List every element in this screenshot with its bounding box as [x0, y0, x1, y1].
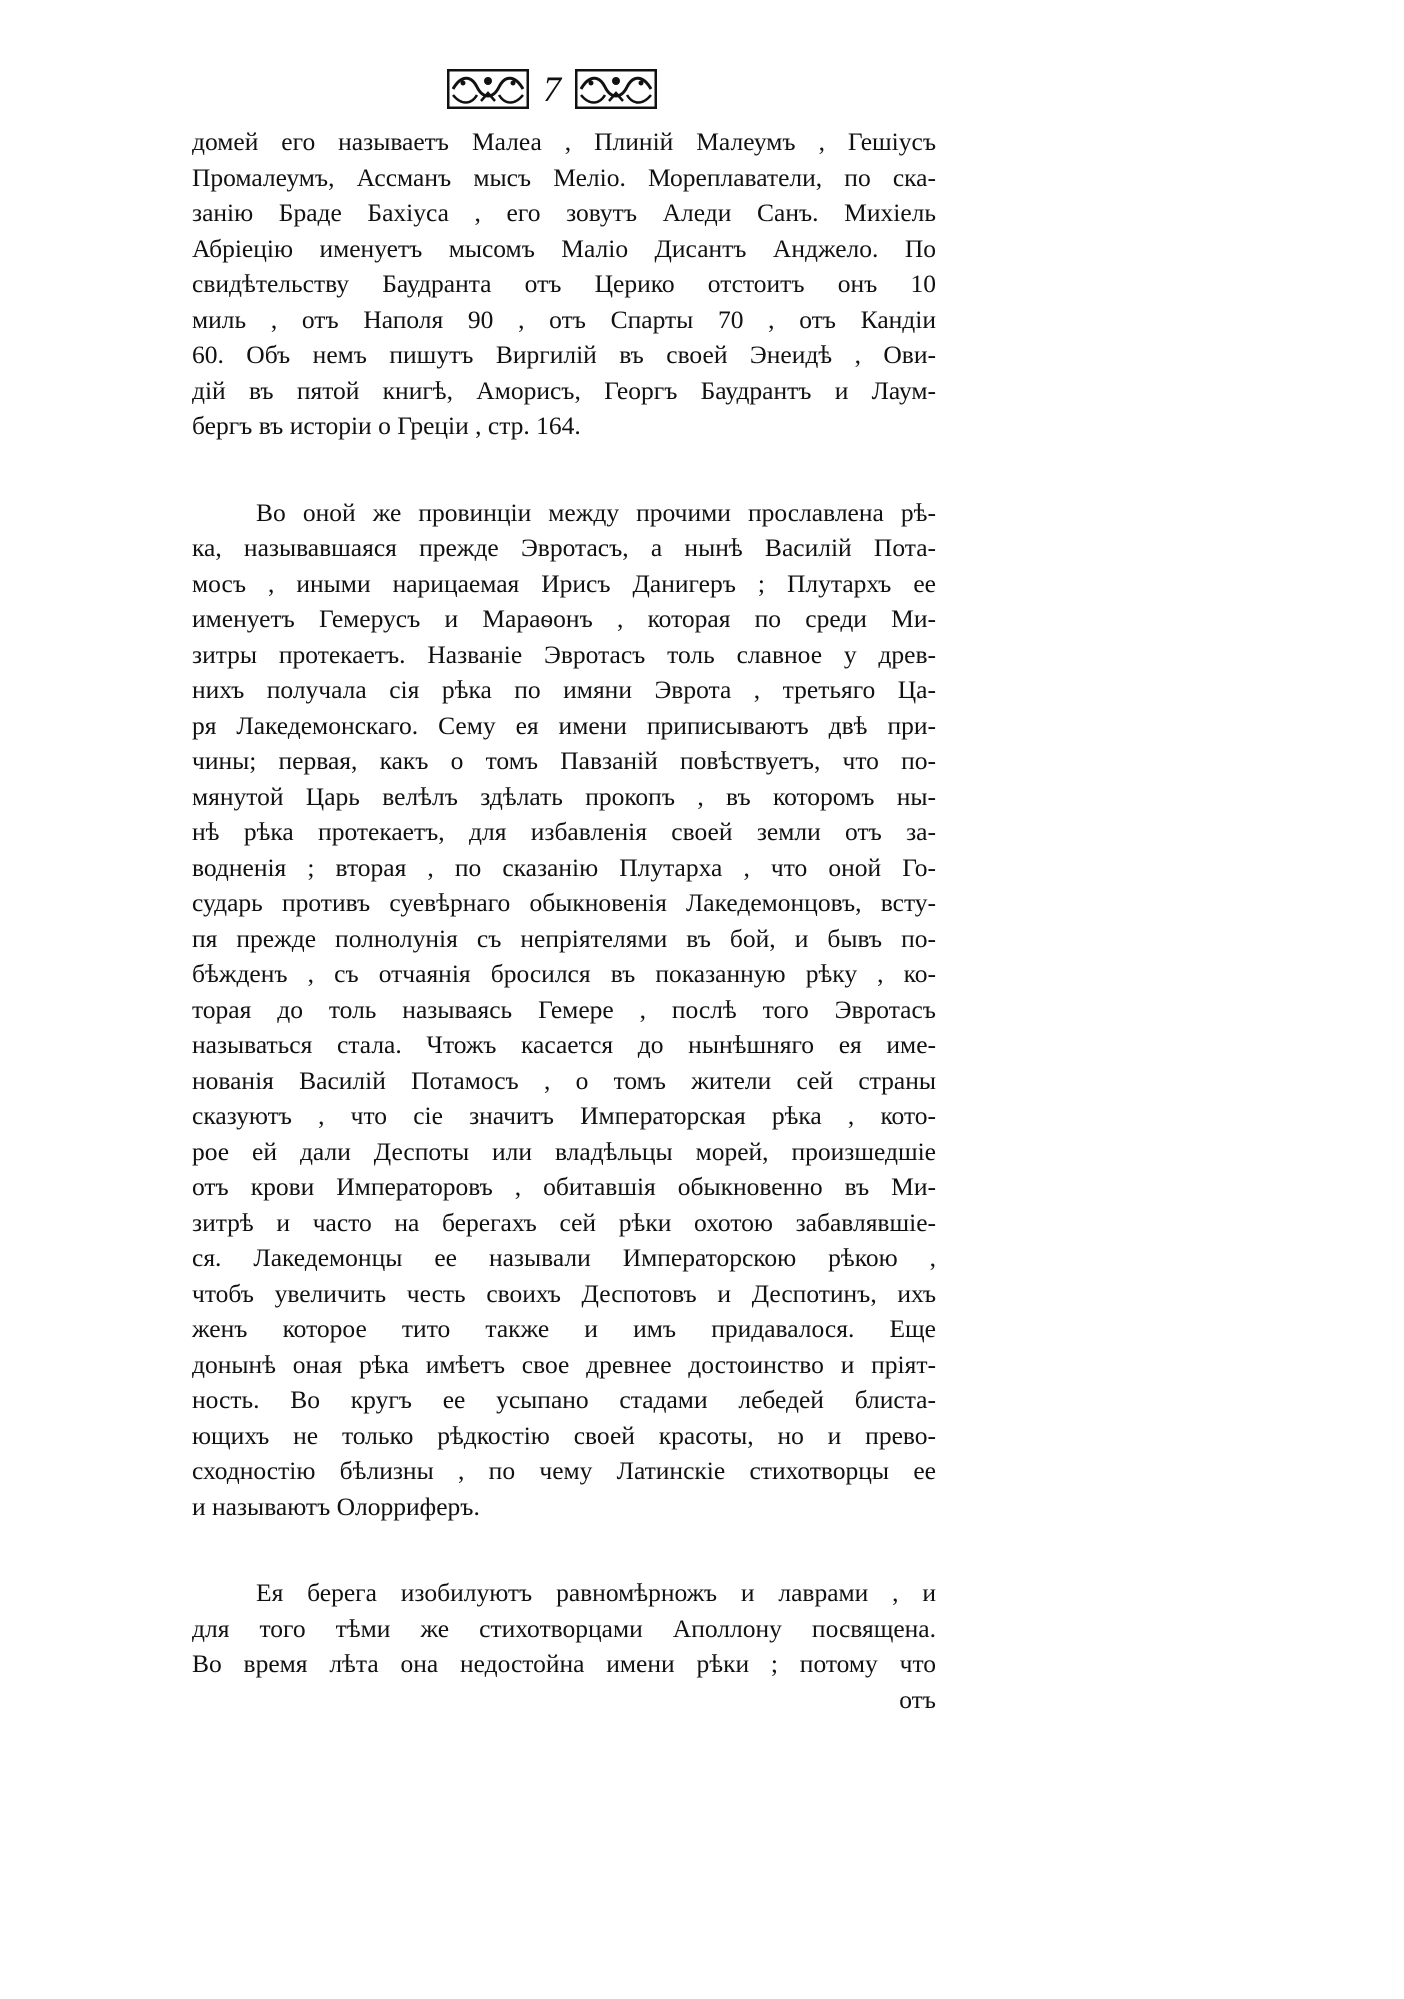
text-line: Промалеумъ, Ассманъ мысъ Меліо. Мореплаватели, по ска-: [192, 162, 936, 192]
paragraph-3: [192, 1575, 936, 1682]
text-line: сходностію бѣлизны , по чему Латинскіе стихотворцы ее: [192, 1456, 936, 1485]
right-ornament-icon: [575, 69, 657, 109]
text-line: именуетъ Гемерусъ и Мараѳонъ , которая по среди Ми-: [192, 604, 936, 633]
text-line: сударь противъ суевѣрнаго обыкновенія Лакедемонцовъ, всту-: [192, 888, 936, 917]
paragraph-gap: [192, 444, 936, 495]
text-line: дій въ пятой книгѣ, Аморисъ, Георгъ Баудрантъ и Лаум-: [192, 375, 936, 405]
text-line: и называютъ Олорриферъ.: [192, 1491, 480, 1521]
page-header: [0, 64, 1104, 114]
text-line: ся. Лакедемонцы ее называли Императорскою рѣкою ,: [192, 1243, 936, 1272]
text-line: пя прежде полнолунія съ непріятелями въ бой, и бывъ по-: [192, 923, 936, 953]
paragraph-1: [192, 124, 936, 444]
text-line: чины; первая, какъ о томъ Павзаній повѣствуетъ, что по-: [192, 746, 936, 775]
text-line: водненія ; вторая , по сказанію Плутарха , что оной Го-: [192, 852, 936, 882]
text-line: бергъ въ исторіи о Греціи , стр. 164.: [192, 411, 581, 440]
text-line: зитрѣ и часто на берегахъ сей рѣки охотою забавлявшіе-: [192, 1207, 936, 1237]
text-line: миль , отъ Наполя 90 , отъ Спарты 70 , отъ Кандіи: [192, 304, 936, 334]
text-line: мянутой Царь велѣлъ здѣлать прокопъ , въ которомъ ны-: [192, 781, 936, 811]
paragraph-gap: [192, 1524, 936, 1575]
text-line: мосъ , иными нарицаемая Ирисъ Данигеръ ; Плутархъ ее: [192, 568, 936, 598]
text-line: нихъ получала сія рѣка по имяни Эврота , третьяго Ца-: [192, 675, 936, 704]
text-line: отъ крови Императоровъ , обитавшія обыкновенно въ Ми-: [192, 1172, 936, 1201]
catchword: отъ: [899, 1684, 936, 1714]
text-line: Во оной же провинціи между прочими прославлена рѣ-: [256, 497, 936, 527]
page-number: 7: [543, 69, 561, 109]
text-line: домей его называетъ Малеа , Плиній Малеумъ , Гешіусъ: [192, 127, 936, 156]
text-line: ка, называвшаяся прежде Эвротасъ, а нынѣ Василій Пота-: [192, 533, 936, 562]
text-line: зитры протекаетъ. Названіе Эвротасъ толь славное у древ-: [192, 639, 936, 669]
text-line: занію Браде Бахіуса , его зовутъ Аледи Санъ. Михіель: [192, 198, 936, 227]
text-line: донынѣ оная рѣка имѣетъ свое древнее достоинство и пріят-: [192, 1349, 936, 1379]
paragraph-2: [192, 495, 936, 1525]
text-line: называться стала. Чтожъ касается до нынѣшняго ея име-: [192, 1030, 936, 1059]
text-line: ющихъ не только рѣдкостію своей красоты, но и прево-: [192, 1420, 936, 1450]
text-line: для того тѣми же стихотворцами Аполлону посвящена.: [192, 1613, 936, 1643]
text-line: Абріецію именуетъ мысомъ Маліо Дисантъ Анджело. По: [192, 233, 936, 263]
text-line: свидѣтельству Баудранта отъ Церико отстоитъ онъ 10: [192, 269, 936, 298]
text-line: ря Лакедемонскаго. Сему ея имени приписываютъ двѣ при-: [192, 710, 936, 740]
text-line: торая до толь называясь Гемере , послѣ того Эвротасъ: [192, 994, 936, 1024]
text-line: бѣжденъ , съ отчаянія бросился въ показанную рѣку , ко-: [192, 959, 936, 988]
page-body: [192, 124, 936, 1717]
text-line: нѣ рѣка протекаетъ, для избавленія своей земли отъ за-: [192, 817, 936, 846]
text-line: 60. Объ немъ пишутъ Виргилій въ своей Энеидѣ , Ови-: [192, 340, 936, 369]
text-line: рое ей дали Деспоты или владѣльцы морей, произшедшіе: [192, 1136, 936, 1166]
text-line: женъ которое тито также и имъ придавалося. Еще: [192, 1314, 936, 1343]
text-line: сказуютъ , что сіе значитъ Императорская рѣка , кото-: [192, 1101, 936, 1130]
text-line: нованія Василій Потамосъ , о томъ жители сей страны: [192, 1065, 936, 1095]
text-line: ность. Во кругъ ее усыпано стадами лебедей блиста-: [192, 1385, 936, 1414]
text-line: Ея берега изобилуютъ равномѣрножъ и лаврами , и: [256, 1578, 936, 1607]
text-line: чтобъ увеличить честь своихъ Деспотовъ и Деспотинъ, ихъ: [192, 1278, 936, 1308]
left-ornament-icon: [447, 69, 529, 109]
text-line: Во время лѣта она недостойна имени рѣки ; потому что: [192, 1649, 936, 1678]
